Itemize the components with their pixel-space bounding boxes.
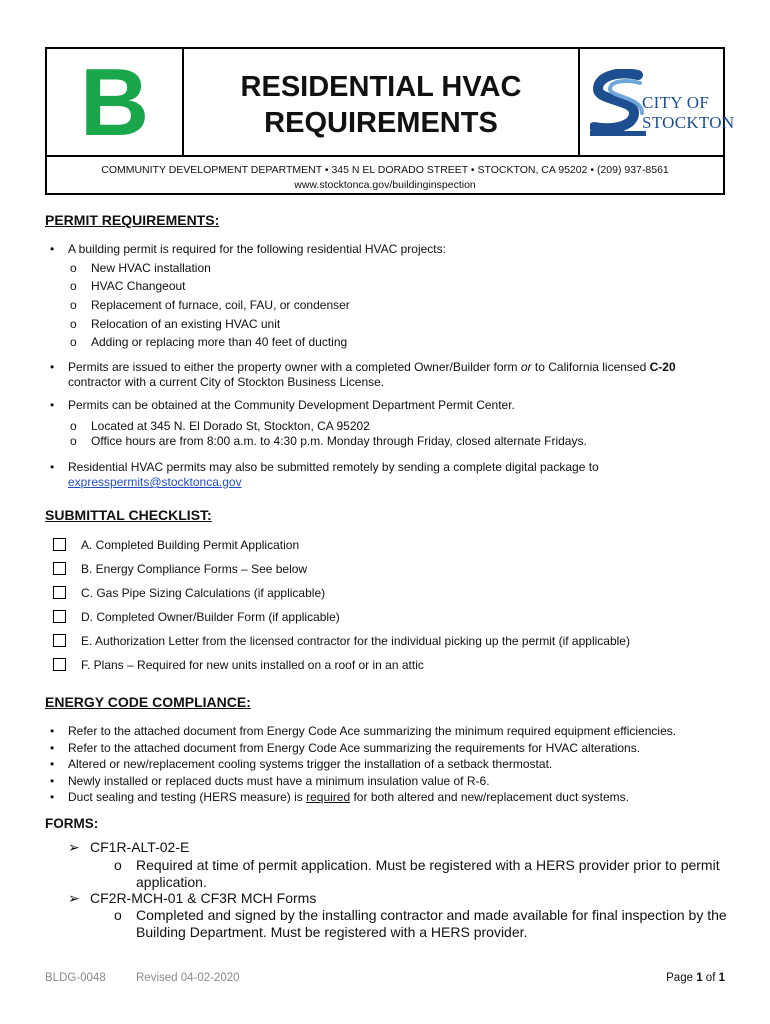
header-top-row — [47, 49, 735, 157]
revised-date: Revised 04-02-2020 — [136, 972, 240, 984]
permit-sub-1: New HVAC installation — [91, 261, 211, 275]
badge-letter: B — [79, 49, 150, 156]
title-cell — [184, 49, 580, 155]
document-code: BLDG-0048 — [45, 972, 106, 984]
city-logo — [580, 49, 735, 155]
checkbox[interactable] — [53, 538, 66, 551]
arrow-bullet-icon: ➢ — [68, 839, 80, 855]
permit-sub-4: Relocation of an existing HVAC unit — [91, 317, 281, 331]
permit-center-location: Located at 345 N. El Dorado St, Stockton, CA 95202 — [91, 419, 370, 433]
permit-center-hours: Office hours are from 8:00 a.m. to 4:30 p.m. Monday through Friday, closed alternate Fridays. — [91, 434, 587, 448]
city-s-logo-icon — [590, 69, 646, 139]
badge-cell — [47, 49, 184, 155]
address-line: COMMUNITY DEVELOPMENT DEPARTMENT • 345 N EL DORADO STREET • STOCKTON, CA 95202 • (209) 937-8561 — [101, 164, 669, 176]
page-title-line1: RESIDENTIAL HVAC — [240, 71, 522, 103]
permit-requirements-title: PERMIT REQUIREMENTS: — [45, 212, 220, 228]
logo-line1: CITY OF — [642, 93, 710, 112]
forms-title: FORMS: — [45, 816, 99, 831]
contact-info — [47, 159, 723, 195]
checkbox[interactable] — [53, 586, 66, 599]
website-line: www.stocktonca.gov/buildinginspection — [294, 179, 476, 191]
page-title-line2: REQUIREMENTS — [264, 107, 498, 139]
express-permits-email-link[interactable]: expresspermits@stocktonca.gov — [68, 475, 242, 489]
energy-code-title: ENERGY CODE COMPLIANCE: — [45, 694, 251, 710]
arrow-bullet-icon: ➢ — [68, 890, 80, 906]
header-box — [45, 47, 735, 195]
permit-list: • A building permit is required for the following residential HVAC projects: o New HVAC installation o HVAC Changeout o Replacement of furnace, coil, FAU, or condenser o Relocation of an existing HVAC unit o Adding or replacing more than 40 feet of ducting • Permits are issued to either the property owner with a completed Owner/Builder form or to California licensed C-20 contractor with a current City of Stockton Business License. • Permits can be obtained at the Community Development Department Permit Center. o Located at 345 N. El Dorado St, Stockton, CA 95202 o Office hours are from 8:00 a.m. to 4:30 p.m. Monday through Friday, closed alternate Fridays. • Residential HVAC permits may also be submitted remotely by sending a complete digital package to expresspermits@stocktonca.gov — [45, 242, 735, 492]
logo-line2: STOCKTON — [642, 113, 735, 132]
checkbox[interactable] — [53, 658, 66, 671]
permit-sub-3: Replacement of furnace, coil, FAU, or condenser — [91, 298, 350, 312]
checkbox[interactable] — [53, 610, 66, 623]
checkbox[interactable] — [53, 634, 66, 647]
submittal-checklist-title: SUBMITTAL CHECKLIST: — [45, 507, 212, 523]
permit-sub-5: Adding or replacing more than 40 feet of ducting — [91, 335, 348, 349]
permit-sub-2: HVAC Changeout — [91, 279, 186, 293]
city-logo-text — [642, 93, 734, 133]
checkbox[interactable] — [53, 562, 66, 575]
permit-item-2-cont: contractor with a current City of Stockton Business License. — [68, 375, 385, 389]
page-number: Page 1 of 1 — [666, 972, 725, 984]
